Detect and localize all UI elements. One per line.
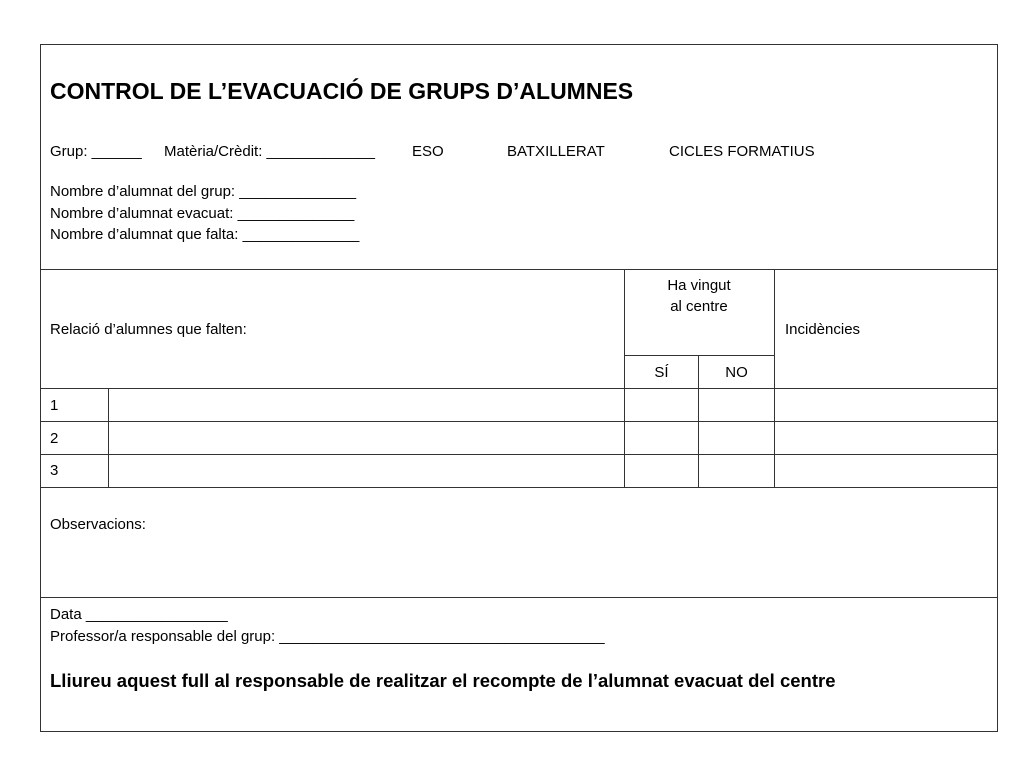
- observacions-label: Observacions:: [50, 516, 146, 533]
- table-row-number: 3: [50, 462, 59, 479]
- ha-vingut-label-line1: Ha vingut: [667, 277, 731, 294]
- footer-instruction: Lliureu aquest full al responsable de realitzar el recompte de l’alumnat evacuat del centre: [50, 670, 836, 691]
- divider-header: [41, 269, 997, 270]
- incidencies-label: Incidències: [785, 321, 861, 338]
- no-column-label: NO: [725, 364, 748, 381]
- divider-observacions: [41, 597, 997, 598]
- data-field-label: Data _________________: [50, 606, 228, 623]
- row-line-2: [41, 421, 997, 422]
- col-line-number: [108, 388, 109, 487]
- option-cicles-formatius: CICLES FORMATIUS: [669, 143, 815, 160]
- grup-field-label: Grup: ______: [50, 143, 142, 160]
- form-title: CONTROL DE L’EVACUACIÓ DE GRUPS D’ALUMNES: [50, 78, 634, 104]
- nombre-alumnat-grup: Nombre d’alumnat del grup: ______________: [50, 183, 357, 200]
- relacio-alumnes-label: Relació d’alumnes que falten:: [50, 321, 247, 338]
- materia-field-label: Matèria/Crèdit: _____________: [164, 143, 375, 160]
- divider-ha-vingut: [624, 355, 774, 356]
- option-eso: ESO: [412, 143, 444, 160]
- ha-vingut-label-line2: al centre: [670, 298, 728, 315]
- row-line-3: [41, 454, 997, 455]
- table-row-number: 1: [50, 397, 59, 414]
- nombre-alumnat-falta: Nombre d’alumnat que falta: ______________: [50, 226, 360, 243]
- nombre-alumnat-evacuat: Nombre d’alumnat evacuat: ______________: [50, 205, 355, 222]
- row-line-1: [41, 388, 997, 389]
- option-batxillerat: BATXILLERAT: [507, 143, 605, 160]
- si-column-label: SÍ: [654, 364, 669, 381]
- divider-table-bottom: [41, 487, 997, 488]
- professor-responsable-label: Professor/a responsable del grup: _______________________________________: [50, 628, 605, 645]
- evacuation-form: [40, 44, 998, 732]
- table-row-number: 2: [50, 430, 59, 447]
